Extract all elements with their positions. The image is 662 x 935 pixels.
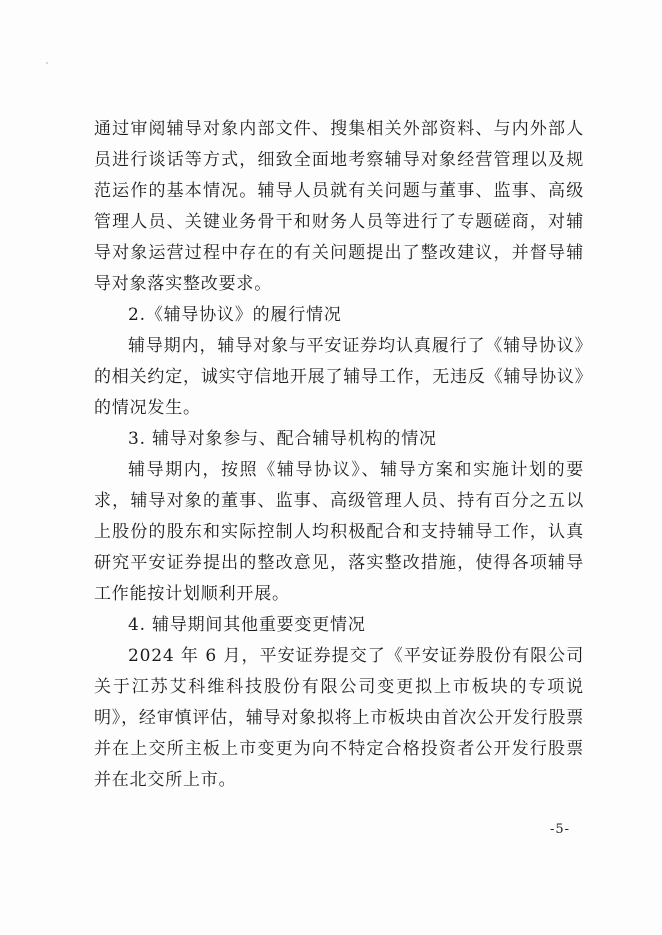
paragraph-cooperation: 辅导期内，按照《辅导协议》、辅导方案和实施计划的要求，辅导对象的董事、监事、高级管理人员、持有百分之五以上股份的股东和实际控制人均积极配合和支持辅导工作，认真研究平安证券提出的整改意见，落实整改措施，使得各项辅导工作能按计划顺利开展。 xyxy=(94,460,584,604)
paragraph-agreement-performance: 辅导期内，辅导对象与平安证券均认真履行了《辅导协议》的相关约定，诚实守信地开展了辅导工作，无违反《辅导协议》的情况发生。 xyxy=(94,336,584,418)
section-heading-3: 3. 辅导对象参与、配合辅导机构的情况 xyxy=(128,429,437,449)
document-body xyxy=(94,114,584,796)
page-number: -5- xyxy=(549,822,570,837)
paragraph-counseling-methods: 通过审阅辅导对象内部文件、搜集相关外部资料、与内外部人员进行谈话等方式，细致全面地考察辅导对象经营管理以及规范运作的基本情况。辅导人员就有关问题与董事、监事、高级管理人员、关键业务骨干和财务人员等进行了专题磋商，对辅导对象运营过程中存在的有关问题提出了整改建议，并督导辅导对象落实整改要求。 xyxy=(94,119,584,294)
section-heading-2: 2.《辅导协议》的履行情况 xyxy=(128,305,342,325)
scan-speck xyxy=(46,62,48,64)
paragraph-other-changes: 2024 年 6 月，平安证券提交了《平安证券股份有限公司关于江苏艾科维科技股份有限公司变更拟上市板块的专项说明》，经审慎评估，辅导对象拟将上市板块由首次公开发行股票并在上交所主板上市变更为向不特定合格投资者公开发行股票并在北交所上市。 xyxy=(94,646,584,790)
section-heading-4: 4. 辅导期间其他重要变更情况 xyxy=(128,615,366,635)
